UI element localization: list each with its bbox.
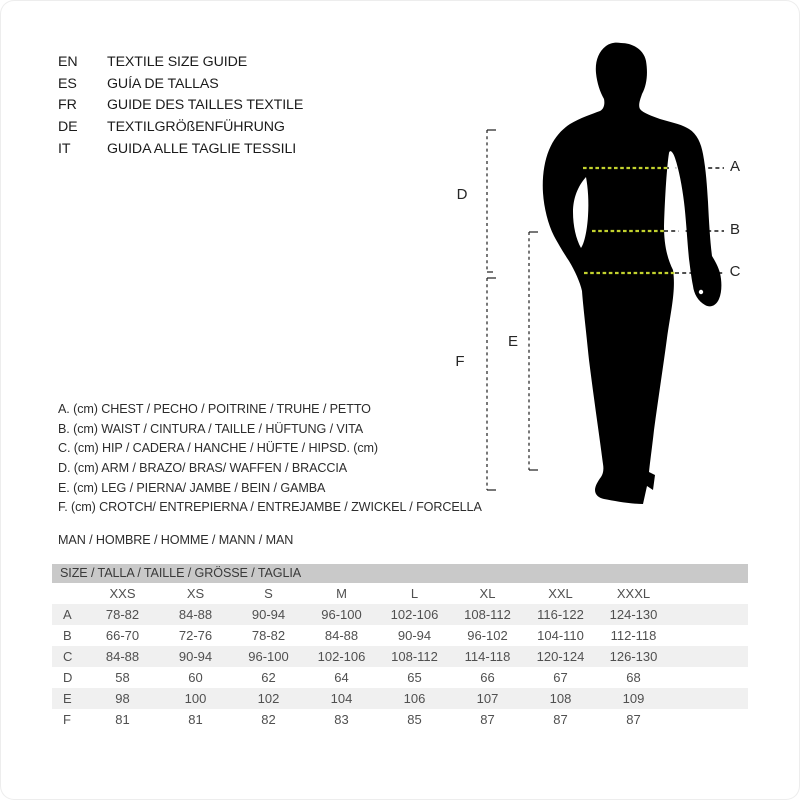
cell: 66-70 xyxy=(105,628,140,643)
row-label: D xyxy=(63,670,73,685)
cell: 102 xyxy=(257,691,280,706)
cell: 68 xyxy=(626,670,641,685)
lang-row-en xyxy=(58,51,303,73)
table-row xyxy=(52,625,748,646)
legend-line-hip: C. (cm) HIP / CADERA / HANCHE / HÜFTE / HIPSD. (cm) xyxy=(58,441,379,456)
lang-title: TEXTILGRÖßENFÜHRUNG xyxy=(107,118,285,135)
cell: 112-118 xyxy=(610,628,657,643)
table-row xyxy=(52,688,748,709)
size-col-xxxl: XXXL xyxy=(616,586,651,601)
size-table-spacer xyxy=(670,667,748,688)
cell: 104 xyxy=(330,691,353,706)
cell: 108-112 xyxy=(464,607,511,622)
cell: 108-112 xyxy=(391,649,438,664)
row-label: B xyxy=(63,628,72,643)
cell: 58 xyxy=(115,670,130,685)
language-title-block xyxy=(58,51,303,159)
subject-label: MAN / HOMBRE / HOMME / MANN / MAN xyxy=(58,533,294,547)
legend-line-crotch: F. (cm) CROTCH/ ENTREPIERNA / ENTREJAMBE / ZWICKEL / FORCELLA xyxy=(58,500,482,515)
lang-row-it xyxy=(58,138,303,160)
legend-line-leg: E. (cm) LEG / PIERNA/ JAMBE / BEIN / GAMBA xyxy=(58,480,326,495)
lang-code: DE xyxy=(58,118,78,135)
cell: 82 xyxy=(261,712,276,727)
size-col-xxs: XXS xyxy=(109,586,136,601)
marker-label-leg: E xyxy=(507,333,518,350)
size-table-spacer xyxy=(670,688,748,709)
leg-length-guide xyxy=(529,232,538,470)
legend-line-waist: B. (cm) WAIST / CINTURA / TAILLE / HÜFTUNG / VITA xyxy=(58,421,364,436)
cell: 109 xyxy=(622,691,645,706)
marker-label-crotch: F xyxy=(455,353,465,370)
cell: 84-88 xyxy=(105,649,140,664)
cell: 90-94 xyxy=(178,649,213,664)
cell: 100 xyxy=(184,691,207,706)
lang-row-es xyxy=(58,73,303,95)
cell: 87 xyxy=(626,712,641,727)
marker-label-waist: B xyxy=(729,221,740,238)
cell: 126-130 xyxy=(609,649,658,664)
man-silhouette xyxy=(543,43,722,504)
cell: 72-76 xyxy=(178,628,213,643)
cell: 78-82 xyxy=(105,607,140,622)
size-table-title: SIZE / TALLA / TAILLE / GRÖSSE / TAGLIA xyxy=(52,564,748,583)
cell: 96-100 xyxy=(248,649,289,664)
lang-code: EN xyxy=(58,53,78,70)
cell: 65 xyxy=(407,670,422,685)
marker-label-hip: C xyxy=(729,263,741,280)
marker-label-arm: D xyxy=(456,186,468,203)
lang-code: FR xyxy=(58,97,77,114)
cell: 102-106 xyxy=(317,649,366,664)
arm-length-guide xyxy=(487,130,496,272)
size-table xyxy=(52,564,748,730)
size-col-corner xyxy=(52,583,86,604)
size-col-xxl: XXL xyxy=(548,586,573,601)
size-table-spacer xyxy=(670,625,748,646)
cell: 78-82 xyxy=(251,628,286,643)
legend-line-chest: A. (cm) CHEST / PECHO / POITRINE / TRUHE / PETTO xyxy=(58,402,371,416)
size-col-s: S xyxy=(264,586,273,601)
cell: 62 xyxy=(261,670,276,685)
cell: 108 xyxy=(549,691,572,706)
cell: 67 xyxy=(553,670,568,685)
lang-title: GUIDE DES TAILLES TEXTILE xyxy=(107,97,304,114)
lang-title: GUIDA ALLE TAGLIE TESSILI xyxy=(107,140,297,157)
cell: 66 xyxy=(480,670,495,685)
cell: 60 xyxy=(188,670,203,685)
cell: 124-130 xyxy=(609,607,658,622)
crotch-length-guide xyxy=(487,278,496,490)
lang-row-de xyxy=(58,116,303,138)
cell: 114-118 xyxy=(464,649,511,664)
row-label: A xyxy=(63,607,72,622)
size-table-spacer xyxy=(670,709,748,730)
cell: 106 xyxy=(403,691,426,706)
cell: 87 xyxy=(480,712,495,727)
table-row xyxy=(52,604,748,625)
table-row xyxy=(52,667,748,688)
row-label: F xyxy=(63,712,71,727)
legend-line-arm: D. (cm) ARM / BRAZO/ BRAS/ WAFFEN / BRACCIA xyxy=(58,461,348,476)
cell: 96-100 xyxy=(321,607,362,622)
measurement-legend xyxy=(58,400,482,518)
cell: 96-102 xyxy=(467,628,508,643)
lang-title: TEXTILE SIZE GUIDE xyxy=(107,53,248,70)
cell: 64 xyxy=(334,670,349,685)
cell: 116-122 xyxy=(537,607,584,622)
lang-code: IT xyxy=(58,140,71,157)
lang-title: GUÍA DE TALLAS xyxy=(107,75,219,92)
cell: 83 xyxy=(334,712,349,727)
size-col-xs: XS xyxy=(186,586,205,601)
cell: 87 xyxy=(553,712,568,727)
cell: 90-94 xyxy=(251,607,286,622)
row-label: C xyxy=(63,649,73,664)
cell: 81 xyxy=(188,712,203,727)
size-table-spacer xyxy=(670,604,748,625)
size-table-spacer xyxy=(670,583,748,604)
size-col-l: L xyxy=(410,586,419,601)
cell: 120-124 xyxy=(536,649,585,664)
cell: 104-110 xyxy=(537,628,584,643)
table-row xyxy=(52,646,748,667)
row-label: E xyxy=(63,691,72,706)
cell: 84-88 xyxy=(178,607,213,622)
cell: 107 xyxy=(476,691,499,706)
hand-gap-mark xyxy=(699,290,703,294)
lang-code: ES xyxy=(58,75,77,92)
cell: 102-106 xyxy=(390,607,439,622)
man-silhouette-diagram xyxy=(440,35,770,515)
cell: 85 xyxy=(407,712,422,727)
size-col-xl: XL xyxy=(479,586,496,601)
cell: 98 xyxy=(115,691,130,706)
lang-row-fr xyxy=(58,94,303,116)
marker-label-chest: A xyxy=(729,158,740,175)
cell: 90-94 xyxy=(397,628,432,643)
table-row xyxy=(52,709,748,730)
size-col-m: M xyxy=(336,586,347,601)
cell: 84-88 xyxy=(324,628,359,643)
size-table-header-row xyxy=(52,583,748,604)
cell: 81 xyxy=(115,712,130,727)
size-table-spacer xyxy=(670,646,748,667)
